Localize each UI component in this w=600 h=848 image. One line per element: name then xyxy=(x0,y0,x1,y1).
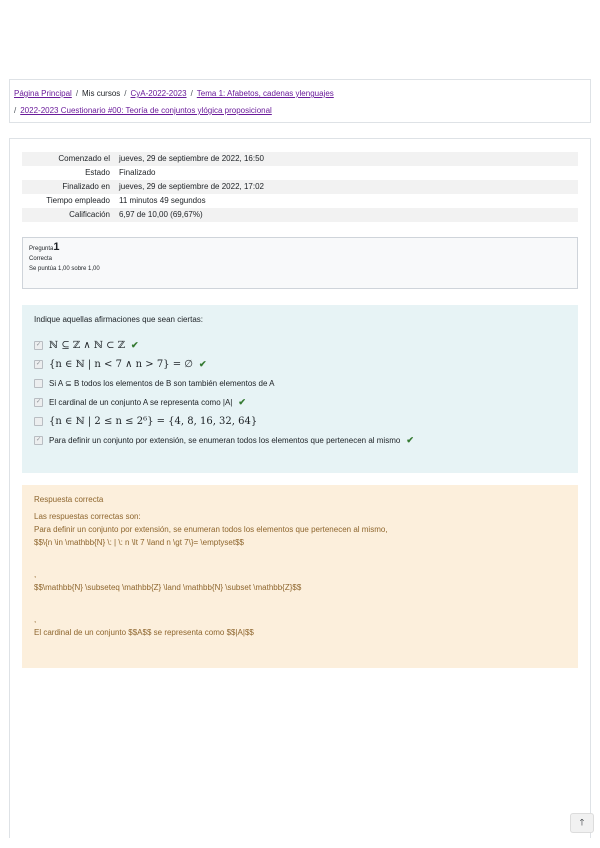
correct-check-icon: ✔ xyxy=(199,359,207,369)
question-info xyxy=(22,237,578,289)
answer-option xyxy=(34,431,566,450)
checkbox-checked[interactable] xyxy=(34,436,43,445)
breadcrumb-separator: / xyxy=(190,89,193,98)
feedback-title: Respuesta correcta xyxy=(34,495,104,504)
summary-row xyxy=(22,180,578,194)
breadcrumb-separator: / xyxy=(14,106,17,115)
feedback-line xyxy=(34,600,566,613)
feedback-body xyxy=(34,510,566,639)
feedback-line xyxy=(34,555,566,568)
checkbox-unchecked[interactable] xyxy=(34,379,43,388)
answer-option-text: ℕ ⊆ ℤ ∧ ℕ ⊂ ℤ xyxy=(49,340,126,351)
attempt-summary-table xyxy=(22,152,578,222)
feedback-line: El cardinal de un conjunto $$A$$ se representa como $$|A|$$ xyxy=(34,628,254,637)
answer-option-text: Para definir un conjunto por extensión, se enumeran todos los elementos que pertenecen al mismo xyxy=(49,436,401,445)
breadcrumb-separator: / xyxy=(124,89,127,98)
breadcrumb-quiz-link[interactable]: 2022-2023 Cuestionario #00: Teoría de conjuntos ylógica proposicional xyxy=(20,106,272,115)
question-number-value: 1 xyxy=(53,241,60,253)
feedback-line: $$\mathbb{N} \subseteq \mathbb{Z} \land \mathbb{N} \subset \mathbb{Z}$$ xyxy=(34,583,302,592)
checkbox-unchecked[interactable] xyxy=(34,417,43,426)
question-number xyxy=(29,242,571,254)
feedback-line: , xyxy=(34,615,37,624)
summary-value: 6,97 de 10,00 (69,67%) xyxy=(119,210,203,219)
question-feedback xyxy=(22,485,578,668)
feedback-line: Las respuestas correctas son: xyxy=(34,512,141,521)
question-status: Correcta xyxy=(29,256,53,262)
breadcrumb-topic-link[interactable]: Tema 1: Afabetos, cadenas ylenguajes xyxy=(196,89,334,98)
back-to-top-button[interactable] xyxy=(570,813,594,833)
summary-label: Finalizado en xyxy=(62,182,110,191)
answer-option xyxy=(34,336,566,355)
check-icon: ✓ xyxy=(35,437,42,443)
check-icon: ✓ xyxy=(35,361,42,367)
feedback-line: , xyxy=(34,570,37,579)
summary-value: jueves, 29 de septiembre de 2022, 17:02 xyxy=(119,182,264,191)
answer-option xyxy=(34,393,566,412)
answer-option-text: Si A ⊆ B todos los elementos de B son también elementos de A xyxy=(49,379,275,388)
summary-row xyxy=(22,208,578,222)
summary-row xyxy=(22,152,578,166)
breadcrumb-line-2 xyxy=(14,102,586,119)
answer-option-text: {n ∈ ℕ | 2 ≤ n ≤ 2⁶} = {4, 8, 16, 32, 64} xyxy=(49,416,258,427)
summary-row xyxy=(22,166,578,180)
question-label: Pregunta xyxy=(29,246,54,252)
breadcrumb-line-1 xyxy=(14,85,586,102)
question-points: Se puntúa 1,00 sobre 1,00 xyxy=(29,266,100,272)
answer-options xyxy=(34,336,566,450)
question-prompt: Indique aquellas afirmaciones que sean ciertas: xyxy=(34,315,203,324)
summary-value: 11 minutos 49 segundos xyxy=(119,196,206,205)
summary-label: Calificación xyxy=(69,210,110,219)
breadcrumb-my-courses: Mis cursos xyxy=(82,89,121,98)
checkbox-checked[interactable] xyxy=(34,398,43,407)
check-icon: ✓ xyxy=(35,342,42,348)
answer-option xyxy=(34,374,566,393)
breadcrumb-course-link[interactable]: CyA-2022-2023 xyxy=(130,89,187,98)
summary-row xyxy=(22,194,578,208)
answer-option-text: El cardinal de un conjunto A se representa como |A| xyxy=(49,398,233,407)
summary-label: Tiempo empleado xyxy=(46,196,110,205)
breadcrumb-home-link[interactable]: Página Principal xyxy=(14,89,72,98)
checkbox-checked[interactable] xyxy=(34,341,43,350)
answer-option-text: {n ∈ ℕ | n < 7 ∧ n > 7} = ∅ xyxy=(49,359,193,370)
summary-value: Finalizado xyxy=(119,168,156,177)
arrow-up-icon: 🡑 xyxy=(579,817,585,827)
correct-check-icon: ✔ xyxy=(406,435,414,445)
answer-option xyxy=(34,412,566,431)
correct-check-icon: ✔ xyxy=(238,397,246,407)
feedback-line: $$\{n \in \mathbb{N} \: | \: n \lt 7 \land n \gt 7\}= \emptyset$$ xyxy=(34,538,244,547)
summary-value: jueves, 29 de septiembre de 2022, 16:50 xyxy=(119,154,264,163)
feedback-line: Para definir un conjunto por extensión, se enumeran todos los elementos que pertenecen al mismo, xyxy=(34,525,388,534)
correct-check-icon: ✔ xyxy=(131,340,139,350)
breadcrumb xyxy=(9,79,591,123)
check-icon: ✓ xyxy=(35,399,42,405)
summary-label: Comenzado el xyxy=(58,154,110,163)
checkbox-checked[interactable] xyxy=(34,360,43,369)
summary-label: Estado xyxy=(85,168,110,177)
answer-option xyxy=(34,355,566,374)
breadcrumb-separator: / xyxy=(75,89,79,98)
question-formulation xyxy=(22,305,578,473)
